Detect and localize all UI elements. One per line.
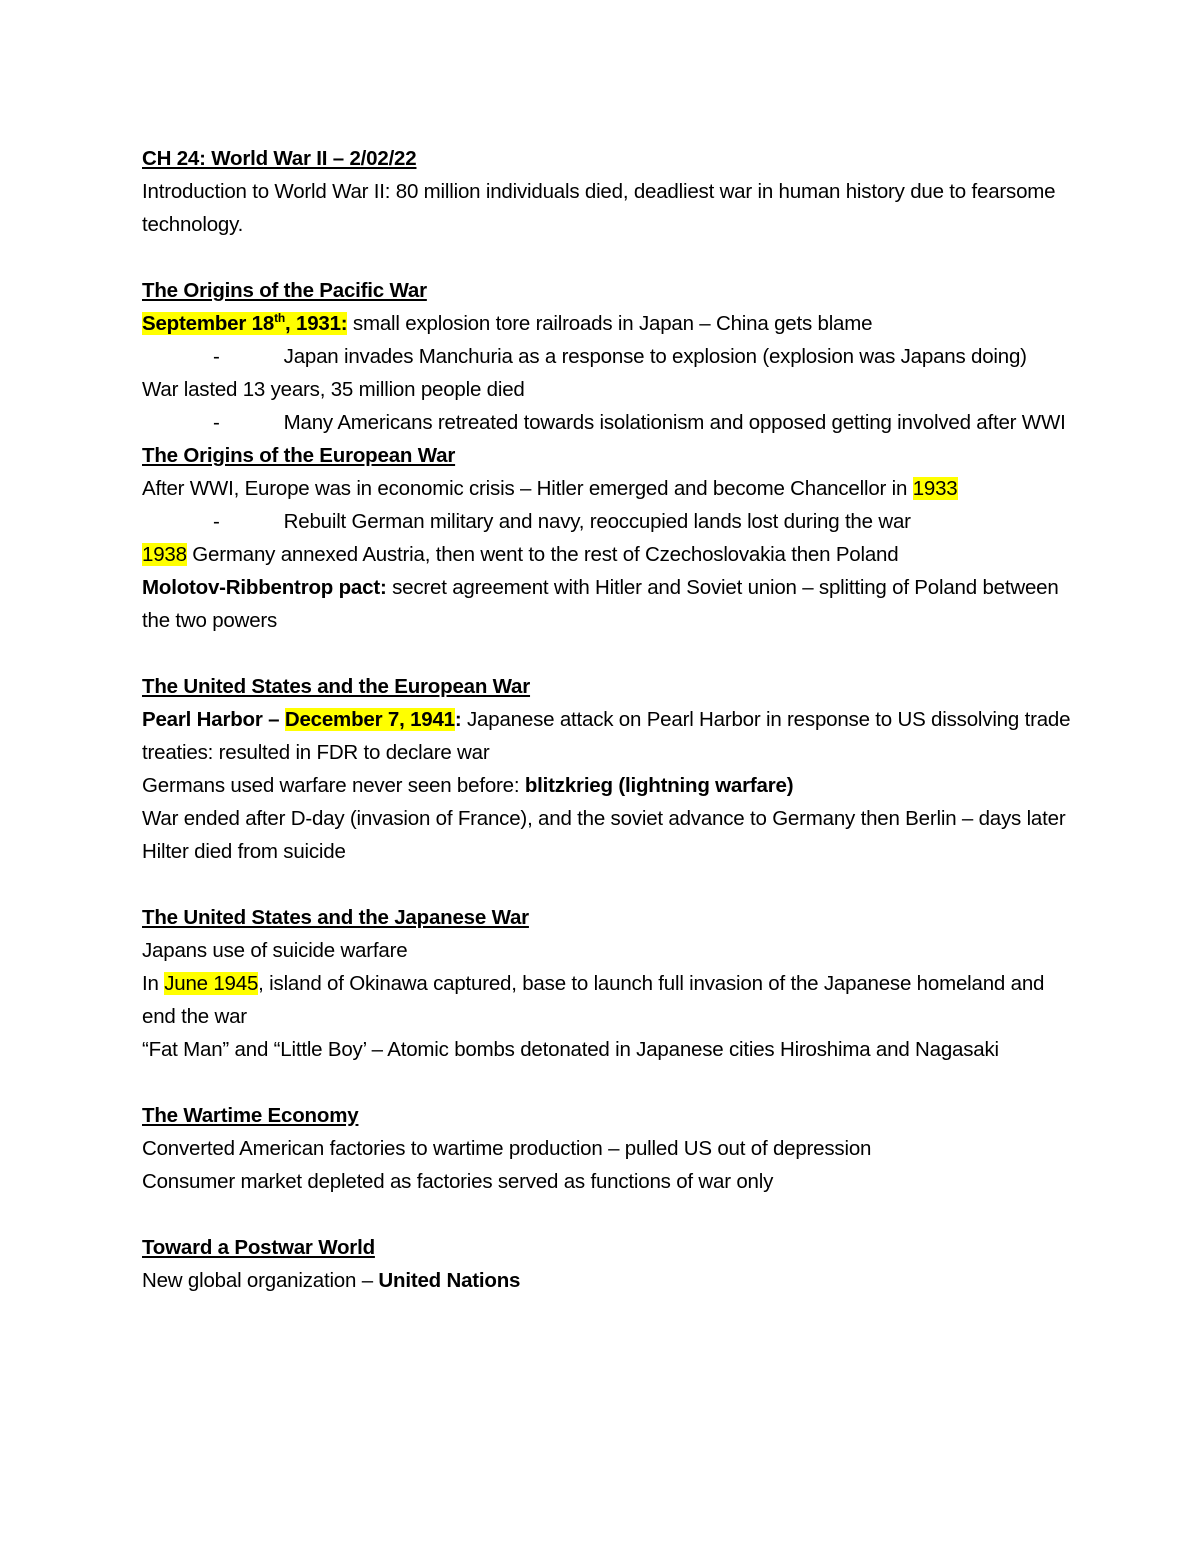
spacer [142, 868, 1072, 901]
heading-us-european-war: The United States and the European War [142, 675, 531, 698]
heading-pacific-war: The Origins of the Pacific War [142, 279, 427, 302]
highlight-year: 1938 [142, 543, 187, 566]
okinawa-line: In June 1945, island of Okinawa captured, base to launch full invasion of the Japanese homeland and end the war [142, 972, 1045, 1028]
heading-european-war: The Origins of the European War [142, 444, 456, 467]
war-end-line: War ended after D-day (invasion of France), and the soviet advance to Germany then Berlin – days later Hilter died from suicide [142, 807, 1066, 863]
heading-us-japanese-war: The United States and the Japanese War [142, 906, 529, 929]
pact-line: Molotov-Ribbentrop pact: secret agreement with Hitler and Soviet union – splitting of Poland between the two powers [142, 576, 1059, 632]
spacer [142, 1066, 1072, 1099]
spacer [142, 1198, 1072, 1231]
economy-line-2: Consumer market depleted as factories served as functions of war only [142, 1170, 774, 1193]
highlight-date: December 7, 1941 [284, 708, 455, 731]
suicide-warfare-line: Japans use of suicide warfare [142, 939, 408, 962]
heading-postwar-world: Toward a Postwar World [142, 1236, 375, 1259]
european-crisis-line: After WWI, Europe was in economic crisis – Hitler emerged and become Chancellor in 1933 [142, 477, 958, 500]
highlight-year: 1933 [912, 477, 958, 500]
bullet-dash: - [213, 510, 220, 533]
bullet-dash: - [213, 345, 220, 368]
united-nations-line: New global organization – United Nations [142, 1269, 521, 1292]
spacer [142, 241, 1072, 274]
heading-wartime-economy: The Wartime Economy [142, 1104, 359, 1127]
intro-paragraph: Introduction to World War II: 80 million individuals died, deadliest war in human history due to fearsome technology. [142, 180, 1056, 236]
economy-line-1: Converted American factories to wartime production – pulled US out of depression [142, 1137, 872, 1160]
page-title: CH 24: World War II – 2/02/22 [142, 147, 417, 170]
bullet-item: - Japan invades Manchuria as a response to explosion (explosion was Japans doing) [213, 345, 1027, 368]
spacer [142, 637, 1072, 670]
pacific-date-line: September 18th, 1931: small explosion tore railroads in Japan – China gets blame [142, 311, 873, 335]
bullet-dash: - [213, 411, 220, 434]
atomic-bombs-line: “Fat Man” and “Little Boy’ – Atomic bombs detonated in Japanese cities Hiroshima and Nagasaki [142, 1038, 999, 1061]
annexation-line: 1938 Germany annexed Austria, then went to the rest of Czechoslovakia then Poland [142, 543, 899, 566]
highlight-date: September 18th, 1931: [142, 311, 348, 335]
pacific-war-duration: War lasted 13 years, 35 million people died [142, 378, 525, 401]
blitzkrieg-line: Germans used warfare never seen before: blitzkrieg (lightning warfare) [142, 774, 794, 797]
highlight-date: June 1945 [164, 972, 259, 995]
notes-body [142, 142, 1072, 1297]
pearl-harbor-line: Pearl Harbor – December 7, 1941: Japanese attack on Pearl Harbor in response to US dissolving trade treaties: resulted in FDR to declare war [142, 708, 1071, 764]
bullet-item: - Many Americans retreated towards isolationism and opposed getting involved after WWI [213, 411, 1066, 434]
bullet-item: - Rebuilt German military and navy, reoccupied lands lost during the war [213, 510, 911, 533]
